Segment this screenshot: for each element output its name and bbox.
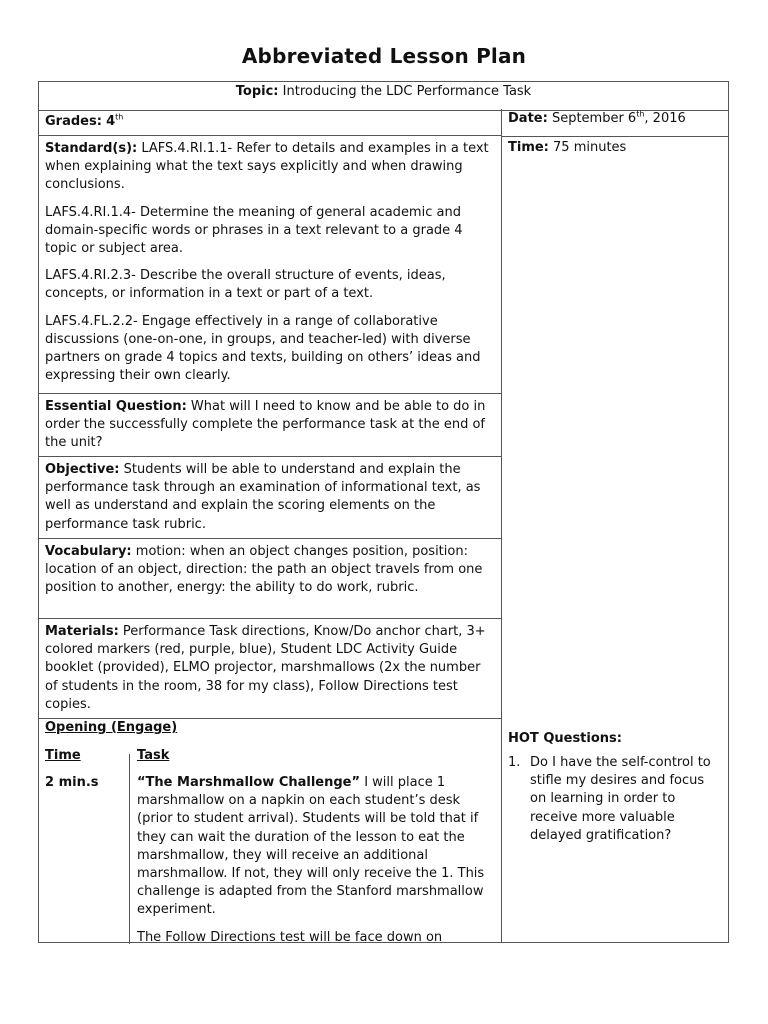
time-column-header: Time <box>45 748 81 763</box>
column-divider <box>501 109 502 942</box>
task-title: “The Marshmallow Challenge” <box>137 775 361 790</box>
task-text: I will place 1 marshmallow on a napkin on each student’s desk (prior to student arrival). Students will be told that if they can wait the duration of the lesson to eat the marshmallow, they will receive an additional marshmallow. If not, they will only receive the 1. This challenge is adapted from the Stanford marshmallow experiment. <box>137 775 485 918</box>
essential-question-label: Essential Question: <box>45 399 187 414</box>
standard-item: LAFS.4.RI.2.3- Describe the overall structure of events, ideas, concepts, or information in a text or part of a text. <box>45 268 446 302</box>
grades-sup: th <box>115 112 124 122</box>
opening-section <box>39 721 501 944</box>
standard-item: LAFS.4.RI.1.1- Refer to details and examples in a text when explaining what the text says explicitly and when drawing conclusions. <box>45 141 489 193</box>
date-label: Date: <box>508 111 548 126</box>
task-column-header: Task <box>137 748 170 763</box>
opening-heading: Opening (Engage) <box>45 720 178 735</box>
hot-item-number: 1. <box>508 755 521 770</box>
time-value: 2 min.s <box>45 775 99 790</box>
objective-cell <box>39 457 501 539</box>
grades-cell <box>39 109 501 136</box>
topic-value: Introducing the LDC Performance Task <box>282 84 532 99</box>
hot-item-text: Do I have the self-control to stifle my desires and focus on learning in order to receive more valuable delayed gratification? <box>530 755 711 843</box>
time-field <box>508 139 722 157</box>
materials-text: Performance Task directions, Know/Do anchor chart, 3+ colored markers (red, purple, blue), Student LDC Activity Guide booklet (provided), ELMO projector, marshmallows (2x the number of students in the room, 38 for my class), Follow Directions test copies. <box>45 624 486 712</box>
topic-row <box>39 82 728 111</box>
essential-question-cell <box>39 394 501 457</box>
objective-text: Students will be able to understand and explain the performance task through an examination of informational text, as well as understand and explain the scoring elements on the performance task rubric. <box>45 462 481 532</box>
hot-questions-list <box>508 754 722 845</box>
hot-questions-heading: HOT Questions: <box>508 731 622 746</box>
time-task-divider <box>129 754 130 944</box>
grades-value: 4 <box>106 114 116 129</box>
task-description <box>137 774 493 947</box>
list-item <box>508 754 722 845</box>
lesson-plan-table <box>38 81 729 943</box>
standard-item: LAFS.4.RI.1.4- Determine the meaning of general academic and domain-specific words or phrases in a text relevant to a grade 4 topic or subject area. <box>45 204 463 257</box>
vocabulary-label: Vocabulary: <box>45 544 132 559</box>
grades-label: Grades: <box>45 114 102 129</box>
standards-cell <box>39 136 501 394</box>
time-value-right: 75 minutes <box>553 140 627 155</box>
date-value: September 6 <box>551 111 637 126</box>
document-title: Abbreviated Lesson Plan <box>241 44 527 68</box>
time-label: Time: <box>508 140 549 155</box>
objective-label: Objective: <box>45 462 120 477</box>
vocabulary-text: motion: when an object changes position, position: location of an object, direction: the path an object travels from one position to another, energy: the ability to do work, rubric. <box>45 544 483 596</box>
standards-label: Standard(s): <box>45 141 138 156</box>
topic-label: Topic: <box>235 84 279 99</box>
vocabulary-cell <box>39 539 501 619</box>
date-field <box>508 110 722 128</box>
date-year: , 2016 <box>644 111 686 126</box>
date-sup: th <box>636 109 645 119</box>
standard-item: LAFS.4.FL.2.2- Engage effectively in a range of collaborative discussions (one-on-one, in groups, and teacher-led) with diverse partners on grade 4 topics and texts, building on others’ ideas and expressing their own clearly. <box>45 313 481 384</box>
date-divider <box>502 136 728 137</box>
task-text-continued: The Follow Directions test will be face down on <box>137 929 443 945</box>
materials-label: Materials: <box>45 624 119 639</box>
essential-question-text: What will I need to know and be able to do in order the successfully complete the performance task at the end of the unit? <box>45 399 486 451</box>
materials-cell <box>39 619 501 719</box>
